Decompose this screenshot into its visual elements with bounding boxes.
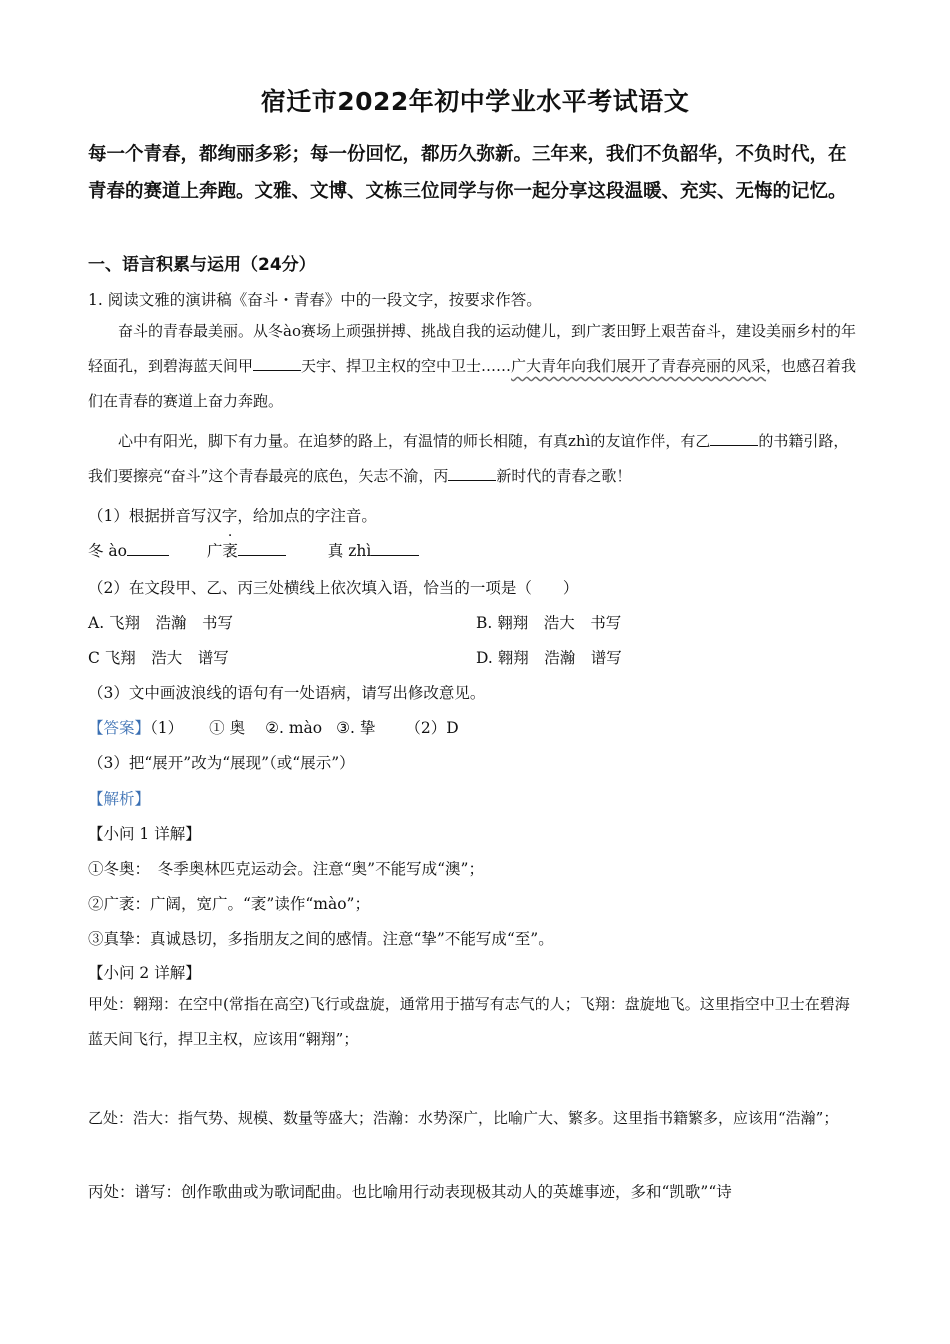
pinyin-fill-row xyxy=(88,539,419,561)
sub-question-1-detail: 【小问 1 详解】 xyxy=(88,825,201,843)
analysis-tag: 【解析】 xyxy=(88,790,151,808)
passage-text: 的书籍引路，我们要擦亮“奋斗”这个青春最亮的底色，矢志不渝，丙 xyxy=(88,432,849,485)
answer-part-1: （1） xyxy=(150,719,184,737)
answer-blank[interactable] xyxy=(238,539,286,556)
blank-bing xyxy=(448,464,496,481)
answer-row xyxy=(88,716,459,738)
question-stem: 1. 阅读文雅的演讲稿《奋斗・青春》中的一段文字，按要求作答。 xyxy=(88,291,542,309)
answer-part-3: （3）把“展开”改为“展现”（或“展示”） xyxy=(88,754,355,772)
answer-1c: ③. 挚 xyxy=(336,719,376,737)
explanation-yi: 乙处：浩大：指气势、规模、数量等盛大；浩瀚：水势深广，比喻广大、繁多。这里指书籍繁多，应该用“浩瀚”； xyxy=(88,1109,839,1127)
blank-jia xyxy=(253,354,301,371)
answer-tag: 【答案】 xyxy=(88,719,151,737)
blank-yi xyxy=(710,429,758,446)
sub-question-3: （3）文中画波浪线的语句有一处语病，请写出修改意见。 xyxy=(88,684,486,702)
passage-text: ，也感召着我们在青春的赛道上奋力奔跑。 xyxy=(88,357,857,410)
fill-item-dongao: 冬 ào xyxy=(88,542,127,560)
option-c[interactable]: C 飞翔 浩大 谱写 xyxy=(88,649,229,667)
explanation-2: ②广袤：广阔，宽广。“袤”读作“mào”； xyxy=(88,895,370,913)
passage-paragraph-1 xyxy=(88,314,860,419)
passage-text: 田野上艰苦奋斗，建设美丽乡村的年轻面孔，到碧海蓝天间甲 xyxy=(88,322,857,375)
dotted-character: 袤 xyxy=(600,322,616,340)
sub-question-2: （2）在文段甲、乙、丙三处横线上依次填入语，恰当的一项是（ ） xyxy=(88,579,579,597)
intro-paragraph: 每一个青春，都绚丽多彩；每一份回忆，都历久弥新。三年来，我们不负韶华，不负时代，在青春的赛道上奔跑。文雅、文博、文栋三位同学与你一起分享这段温暖、充实、无悔的记忆。 xyxy=(88,144,847,202)
passage-text: 天宇、捍卫主权的空中卫士…… xyxy=(301,357,512,375)
passage-text: 心中有阳光，脚下有力量。在追梦的路上，有温情的师长相随，有真zhì的友谊作伴，有乙 xyxy=(118,432,711,450)
option-d[interactable]: D. 翱翔 浩瀚 谱写 xyxy=(476,649,622,667)
fill-item-zhenzhi: 真 zhì xyxy=(327,542,372,560)
passage-text: 新时代的青春之歌！ xyxy=(496,467,632,485)
answer-1a: ① 奥 xyxy=(209,719,246,737)
answer-1b: ②. mào xyxy=(265,719,323,737)
page-title: 宿迁市2022年初中学业水平考试语文 xyxy=(260,87,690,116)
answer-part-2: （2）D xyxy=(405,719,459,737)
passage-paragraph-2 xyxy=(88,424,860,494)
fill-item-guangmao: 广袤 xyxy=(206,542,238,560)
explanation-bing: 丙处：谱写：创作歌曲或为歌词配曲。也比喻用行动表现极其动人的英雄事迹，多和“凯歌”“诗 xyxy=(88,1183,732,1201)
option-b[interactable]: B. 翱翔 浩大 书写 xyxy=(476,614,622,632)
explanation-1: ①冬奥： 冬季奥林匹克运动会。注意“奥”不能写成“澳”； xyxy=(88,860,484,878)
passage-text: 奋斗的青春最美丽。从冬ào赛场上顽强拼搏、挑战自我的运动健儿，到广 xyxy=(118,322,601,340)
answer-blank[interactable] xyxy=(127,539,169,556)
wavy-underlined-sentence: 广大青年向我们展开了青春亮丽的风采 xyxy=(511,357,767,375)
sub-question-2-detail: 【小问 2 详解】 xyxy=(88,964,201,982)
section-heading: 一、语言积累与运用（24分） xyxy=(88,255,316,275)
answer-blank[interactable] xyxy=(371,539,419,556)
option-a[interactable]: A. 飞翔 浩瀚 书写 xyxy=(88,614,234,632)
explanation-3: ③真挚：真诚恳切，多指朋友之间的感情。注意“挚”不能写成“至”。 xyxy=(88,930,554,948)
explanation-jia: 甲处：翱翔：在空中(常指在高空)飞行或盘旋，通常用于描写有志气的人；飞翔：盘旋地飞。这里指空中卫士在碧海蓝天间飞行，捍卫主权，应该用“翱翔”； xyxy=(88,995,850,1048)
sub-question-1: （1）根据拼音写汉字，给加点的字注音。 xyxy=(88,507,377,525)
